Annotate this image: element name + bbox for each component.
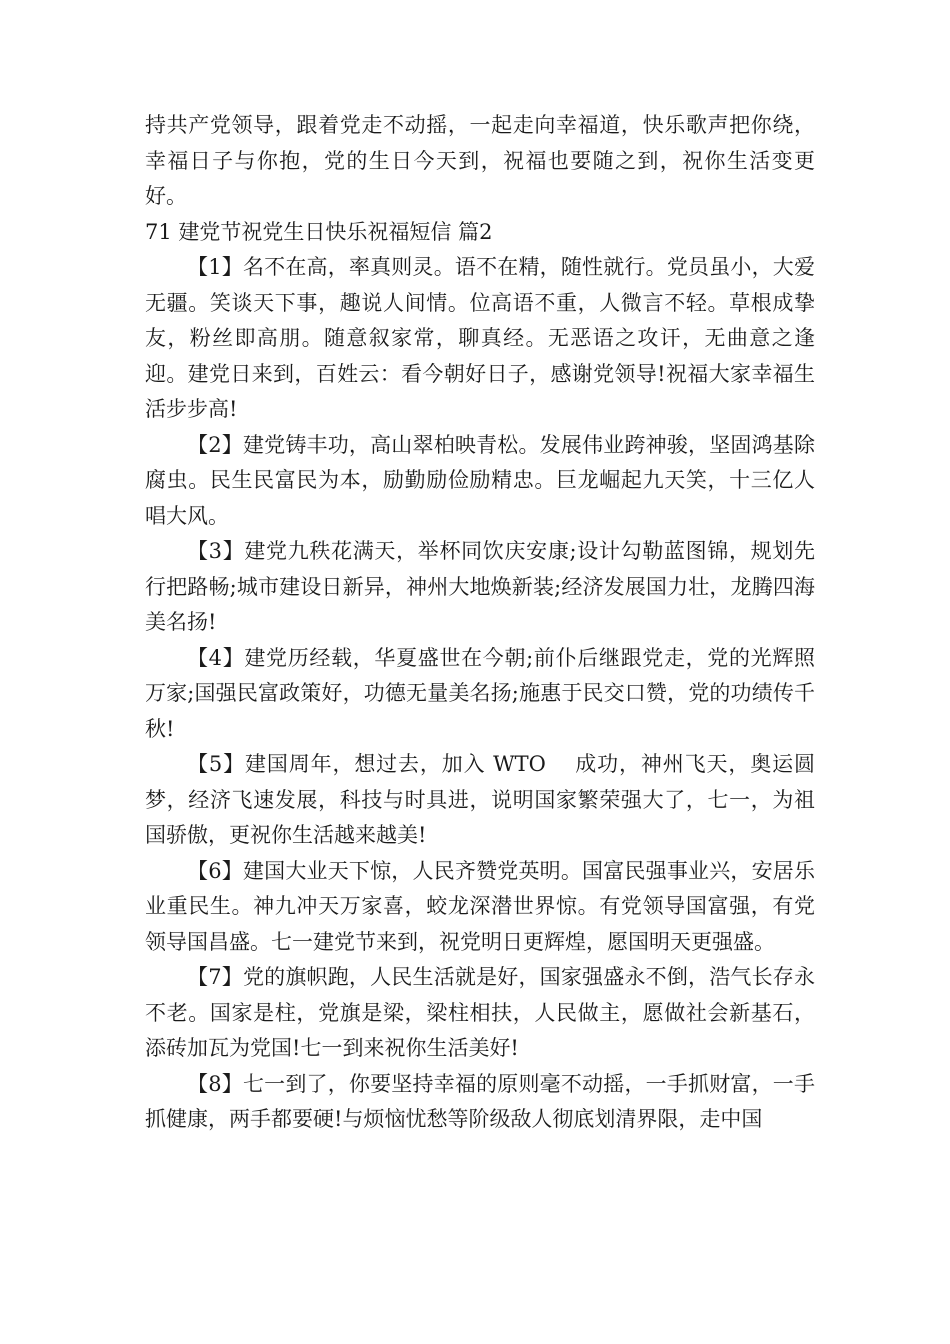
message-paragraph-3: 【3】建党九秩花满天，举杯同饮庆安康;设计勾勒蓝图锦，规划先行把路畅;城市建设日新异，神州大地焕新装;经济发展国力壮，龙腾四海美名扬! (145, 539, 815, 634)
message-paragraph-2: 【2】建党铸丰功，高山翠柏映青松。发展伟业跨神骏，坚固鸿基除腐虫。民生民富民为本，励勤励俭励精忠。巨龙崛起九天笑，十三亿人唱大风。 (145, 432, 815, 528)
message-paragraph-6: 【6】建国大业天下惊，人民齐赞党英明。国富民强事业兴，安居乐业重民生。神九冲天万家喜，蛟龙深潜世界惊。有党领导国富强，有党领导国昌盛。七一建党节来到，祝党明日更辉煌，愿国明天更强盛。 (145, 858, 815, 954)
message-paragraph-1: 【1】名不在高，率真则灵。语不在精，随性就行。党员虽小，大爱无疆。笑谈天下事，趣说人间情。位高语不重，人微言不轻。草根成挚友，粉丝即高朋。随意叙家常，聊真经。无恶语之攻讦，无曲意之逢迎。建党日来到，百姓云：看今朝好日子，感谢党领导!祝福大家幸福生活步步高! (145, 255, 815, 421)
message-paragraph-7: 【7】党的旗帜跑，人民生活就是好，国家强盛永不倒，浩气长存永不老。国家是柱，党旗是梁，梁柱相扶，人民做主，愿做社会新基石，添砖加瓦为党国!七一到来祝你生活美好! (145, 965, 815, 1060)
message-paragraph-8: 【8】七一到了，你要坚持幸福的原则毫不动摇，一手抓财富，一手抓健康，两手都要硬!与烦恼忧愁等阶级敌人彻底划清界限，走中国 (145, 1071, 815, 1131)
intro-paragraph: 持共产党领导，跟着党走不动摇，一起走向幸福道，快乐歌声把你绕，幸福日子与你抱，党的生日今天到，祝福也要随之到，祝你生活变更好。 (145, 113, 815, 208)
section-heading: 71 建党节祝党生日快乐祝福短信 篇2 (145, 219, 493, 244)
document-page (145, 108, 815, 1138)
message-paragraph-4: 【4】建党历经载，华夏盛世在今朝;前仆后继跟党走，党的光辉照万家;国强民富政策好，功德无量美名扬;施惠于民交口赞，党的功绩传千秋! (145, 645, 815, 741)
message-paragraph-5: 【5】建国周年，想过去，加入 WTO 成功，神州飞天，奥运圆梦，经济飞速发展，科技与时具进，说明国家繁荣强大了，七一，为祖国骄傲，更祝你生活越来越美! (145, 752, 815, 847)
